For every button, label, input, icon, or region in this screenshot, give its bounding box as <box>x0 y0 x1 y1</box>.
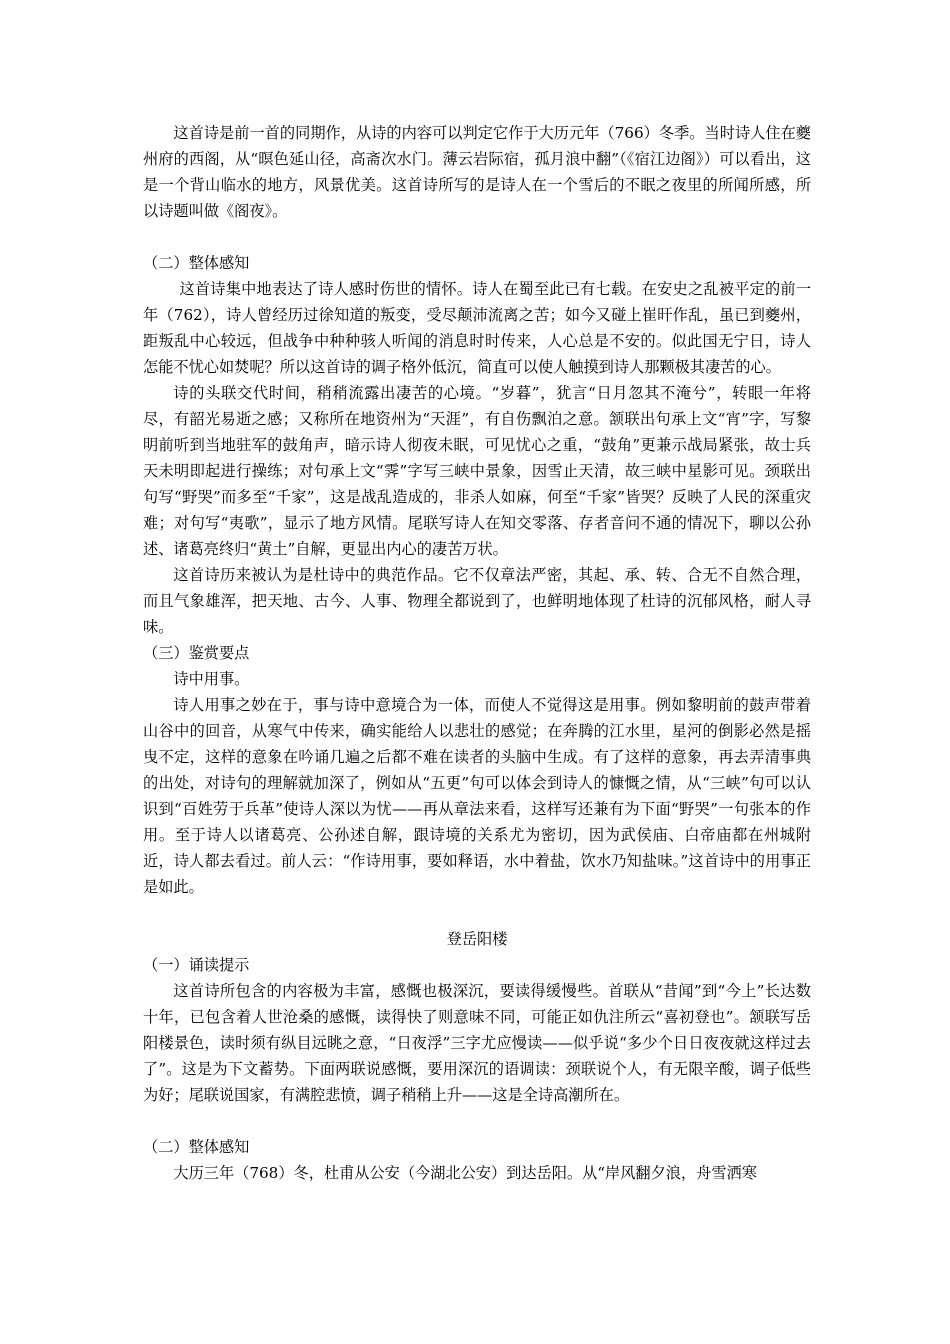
blank-line <box>143 224 811 250</box>
paragraph-overall-2: 大历三年（768）冬，杜甫从公安（今湖北公安）到达岳阳。从“岸风翻夕浪，舟雪洒寒 <box>173 1164 757 1182</box>
paragraph-model-work: 这首诗历来被认为是杜诗中的典范作品。它不仅章法严密，其起、承、转、合无不自然合理，而且气象雄浑，把天地、古今、人事、物理全都说到了，也鲜明地体现了杜诗的沉郁风格，耐人寻味。 <box>143 566 811 636</box>
paragraph-couplet-analysis: 诗的头联交代时间，稍稍流露出凄苦的心境。“岁暮”，犹言“日月忽其不淹兮”，转眼一年将尽，有韶光易逝之感；又称所在地资州为“天涯”，有自伤飘泊之意。颔联出句承上文“宵”字，写黎明前听到当地驻军的鼓角声，暗示诗人彻夜未眠，可见忧心之重，“鼓角”更兼示战局紧张，故士兵天未明即起进行操练；对句承上文“霁”字写三峡中景象，因雪止天清，故三峡中星影可见。颈联出句写“野哭”而多至“千家”，这是战乱造成的，非杀人如麻，何至“千家”皆哭？反映了人民的深重灾难；对句写“夷歌”，显示了地方风情。尾联写诗人在知交零落、存者音问不通的情况下，聊以公孙述、诸葛亮终归“黄土”自解，更显出内心的凄苦万状。 <box>143 384 811 558</box>
paragraph-allusion-title: 诗中用事。 <box>173 670 250 688</box>
paragraph-overall-1: 这首诗集中地表达了诗人感时伤世的情怀。诗人在蜀至此已有七载。在安史之乱被平定的前一年（762），诗人曾经历过徐知道的叛变，受尽颠沛流离之苦；如今又碰上崔旰作乱，虽已到夔州，距叛乱中心较远，但战争中种种骇人听闻的消息时时传来，人心总是不安的。似此国无宁日，诗人怎能不忧心如焚呢？所以这首诗的调子格外低沉，简直可以使人触摸到诗人那颗极其凄苦的心。 <box>143 280 811 376</box>
section-heading-overall-1: （二）整体感知 <box>143 254 250 272</box>
paragraph-recitation: 这首诗所包含的内容极为丰富，感慨也极深沉，要读得缓慢些。首联从“昔闻”到“今上”长达数十年，已包含着人世沧桑的感慨，读得快了则意味不同，可能正如仇注所云“喜初登也”。颔联写岳阳楼景色，读时须有纵目远眺之意，“日夜浮”三字尤应慢读——似乎说“多少个日日夜夜就这样过去了”。这是为下文蓄势。下面两联说感慨，要用深沉的语调读：颈联说个人，有无限辛酸，调子低些为好；尾联说国家，有满腔悲愤，调子稍稍上升——这是全诗高潮所在。 <box>143 982 811 1104</box>
blank-line <box>143 1108 811 1134</box>
section-heading-overall-2: （二）整体感知 <box>143 1138 250 1156</box>
blank-line <box>143 900 811 926</box>
section-heading-recitation: （一）诵读提示 <box>143 956 250 974</box>
poem-title: 登岳阳楼 <box>446 930 508 948</box>
paragraph-allusion: 诗人用事之妙在于，事与诗中意境合为一体，而使人不觉得这是用事。例如黎明前的鼓声带着山谷中的回音，从寒气中传来，确实能给人以悲壮的感觉；在奔腾的江水里，星河的倒影必然是摇曳不定，这样的意象在吟诵几遍之后都不难在读者的头脑中生成。有了这样的意象，再去弄清事典的出处，对诗句的理解就加深了，例如从“五更”句可以体会到诗人的慷慨之情，从“三峡”句可以认识到“百姓劳于兵革”使诗人深以为忧——再从章法来看，这样写还兼有为下面“野哭”一句张本的作用。至于诗人以诸葛亮、公孙述自解，跟诗境的关系尤为密切，因为武侯庙、白帝庙都在州城附近，诗人都去看过。前人云：“作诗用事，要如释语，水中着盐，饮水乃知盐味。”这首诗中的用事正是如此。 <box>143 696 811 896</box>
document-body <box>143 120 811 1186</box>
section-heading-appreciation: （三）鉴赏要点 <box>143 644 250 662</box>
paragraph-intro: 这首诗是前一首的同期作，从诗的内容可以判定它作于大历元年（766）冬季。当时诗人住在夔州府的西阁，从“暝色延山径，高斋次水门。薄云岩际宿，孤月浪中翻”（《宿江边阁》）可以看出，这是一个背山临水的地方，风景优美。这首诗所写的是诗人在一个雪后的不眠之夜里的所闻所感，所以诗题叫做《阁夜》。 <box>143 124 811 220</box>
